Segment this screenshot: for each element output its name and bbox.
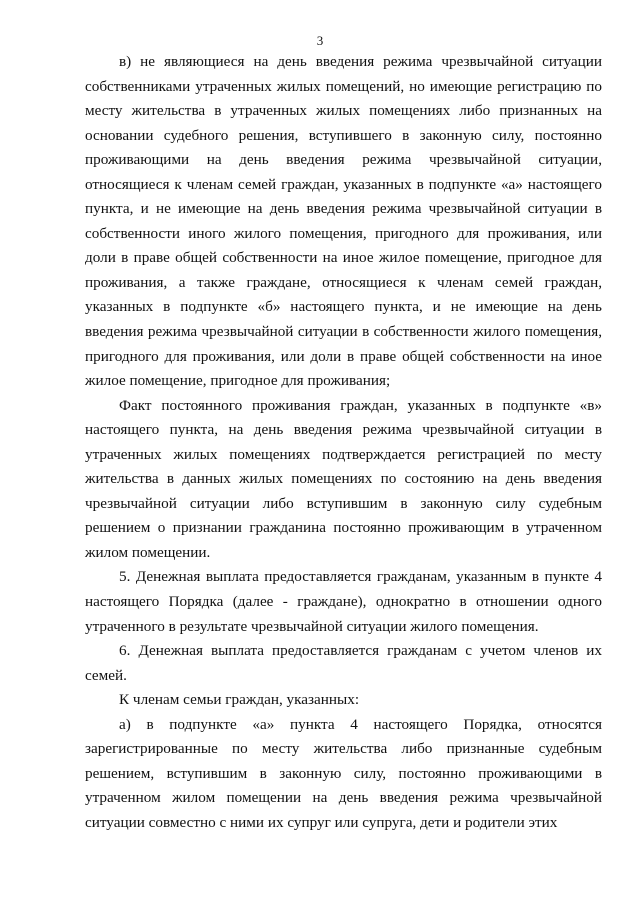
paragraph-subitem-a: а) в подпункте «а» пункта 4 настоящего Порядка, относятся зарегистрированные по месту жительства либо признанные судебным решением, вступившим в законную силу, постоянно проживающими в утраченном жилом помещении на день введения режима чрезвычайной ситуации совместно с ними их супруг или супруга, дети и родители этих (85, 715, 602, 831)
paragraph-residence-fact: Факт постоянного проживания граждан, указанных в подпункте «в» настоящего пункта, на день введения режима чрезвычайной ситуации в утраченных жилых помещениях подтверждается регистрацией по месту жительства в данных жилых помещениях по состоянию на день введения чрезвычайной ситуации либо вступившим в законную силу судебным решением о признании гражданина постоянно проживающим в утраченном жилом помещении. (85, 396, 602, 561)
paragraph-item-6: 6. Денежная выплата предоставляется гражданам с учетом членов их семей. (85, 642, 602, 684)
paragraph-family-members-intro: К членам семьи граждан, указанных: (119, 691, 360, 709)
paragraph-subitem-v: в) не являющиеся на день введения режима чрезвычайной ситуации собственниками утраченных жилых помещений, но имеющие регистрацию по месту жительства в утраченных жилых помещениях либо признанных на основании судебного решения, вступившего в законную силу, постоянно проживающими на день введения режима чрезвычайной ситуации, относящиеся к членам семей граждан, указанных в подпункте «а» настоящего пункта, и не имеющие на день введения режима чрезвычайной ситуации в собственности иного жилого помещения, пригодного для проживания, или доли в праве общей собственности на иное жилое помещение, пригодное для проживания, а также граждане, относящиеся к членам семей граждан, указанных в подпункте «б» настоящего пункта, и не имеющие на день введения режима чрезвычайной ситуации в собственности жилого помещения, пригодного для проживания, или доли в праве общей собственности на иное жилое помещение, пригодное для проживания; (85, 53, 602, 390)
page-number: 3 (316, 33, 324, 48)
document-body (85, 50, 602, 836)
paragraph-item-5: 5. Денежная выплата предоставляется гражданам, указанным в пункте 4 настоящего Порядка (далее - граждане), однократно в отношении одного утраченного в результате чрезвычайной ситуации жилого помещения. (85, 568, 602, 635)
